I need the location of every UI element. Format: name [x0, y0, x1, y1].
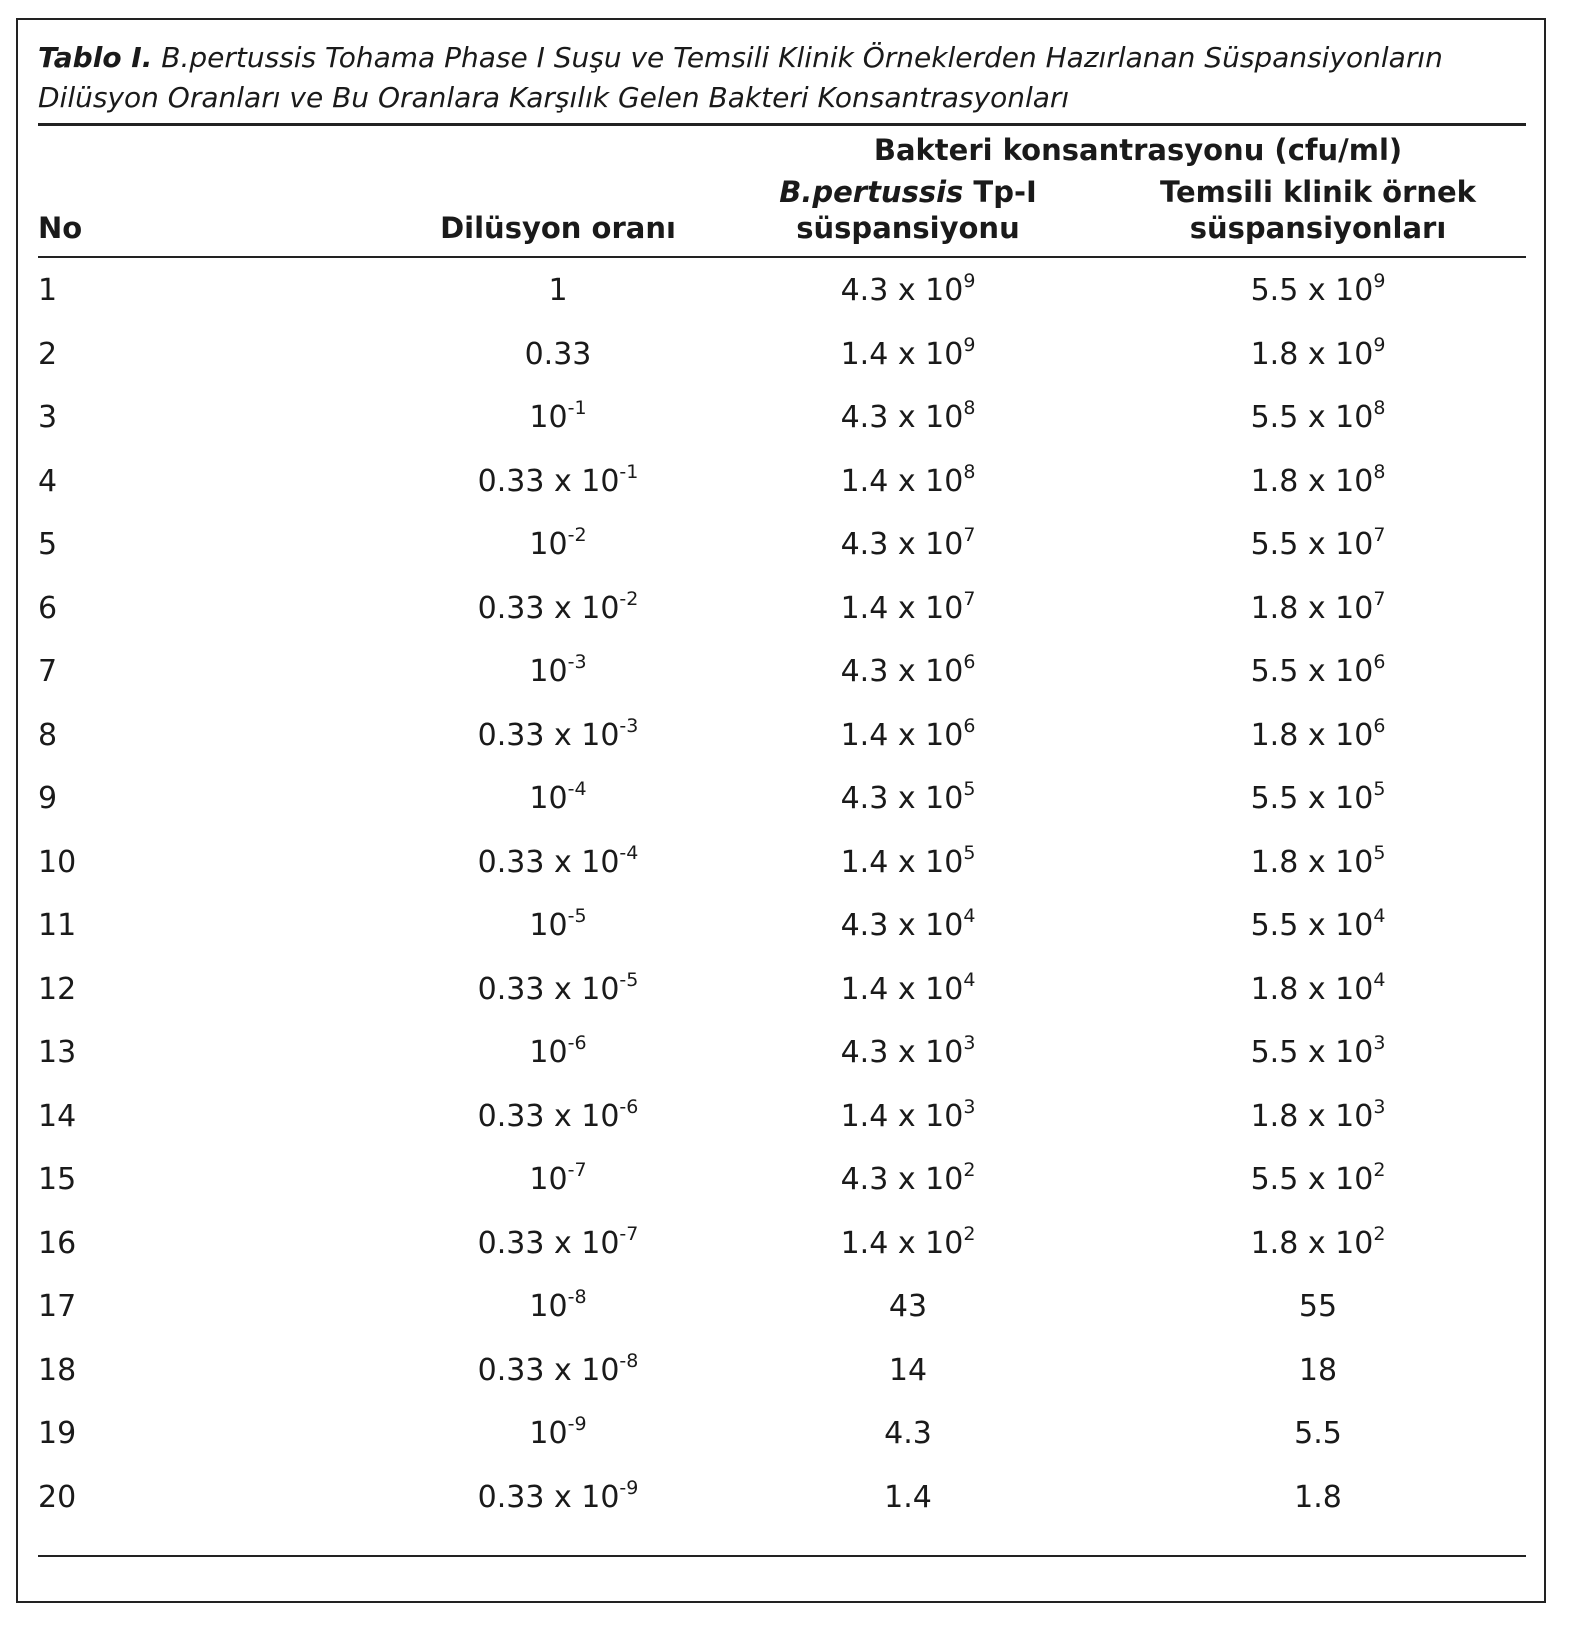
cell-clinical-exponent: 3: [1373, 1032, 1386, 1054]
table-row: [18, 260, 1570, 324]
cell-no: [38, 1036, 76, 1070]
cell-no: [38, 846, 76, 880]
cell-no-value: 3: [38, 400, 58, 435]
cell-no: [38, 465, 57, 499]
cell-dilution-value: 0.33 x 10: [477, 1098, 620, 1134]
cell-bpertussis-value: 4.3 x 10: [840, 1162, 964, 1197]
cell-clinical-value: 5.5: [1294, 1416, 1342, 1451]
cell-clinical-exponent: 3: [1373, 1095, 1386, 1118]
cell-bpertussis-value: 1.4 x 10: [840, 1225, 964, 1261]
cell-dilution-value: 0.33: [524, 336, 592, 372]
cell-no-value: 20: [38, 1479, 77, 1515]
cell-no-value: 13: [38, 1035, 77, 1070]
cell-clinical-value: 1.8 x 10: [1250, 717, 1374, 753]
table-row: [18, 1403, 1570, 1467]
cell-no: [38, 592, 57, 626]
cell-no-value: 11: [38, 908, 77, 943]
bottom-rule: [38, 1555, 1526, 1557]
cell-clinical: [1168, 1222, 1468, 1261]
cell-clinical: [1168, 714, 1468, 753]
cell-dilution-value: 10: [529, 781, 568, 816]
cell-no-value: 19: [38, 1416, 77, 1451]
cell-bpertussis-value: 1.4 x 10: [840, 463, 964, 499]
cell-dilution: [408, 905, 708, 943]
cell-dilution-value: 10: [529, 1035, 568, 1070]
cell-bpertussis: [758, 1222, 1058, 1261]
cell-clinical-exponent: 7: [1373, 587, 1386, 610]
cell-dilution-exponent: -2: [619, 587, 639, 610]
cell-bpertussis-exponent: 9: [963, 333, 976, 356]
cell-clinical-exponent: 6: [1373, 651, 1386, 673]
cell-dilution-value: 10: [529, 1162, 568, 1197]
cell-bpertussis-value: 1.4 x 10: [840, 717, 964, 753]
cell-dilution-value: 10: [529, 908, 568, 943]
cell-clinical-value: 1.8 x 10: [1250, 971, 1374, 1007]
table-row: [18, 705, 1570, 769]
cell-dilution-exponent: -1: [567, 397, 587, 419]
table-row: [18, 959, 1570, 1023]
cell-clinical-value: 5.5 x 10: [1250, 654, 1374, 689]
cell-no: [38, 1100, 76, 1134]
cell-clinical: [1168, 397, 1468, 435]
cell-no-value: 7: [38, 654, 58, 689]
cell-dilution-value: 10: [529, 654, 568, 689]
cell-bpertussis: [758, 333, 1058, 372]
cell-no-value: 12: [38, 971, 77, 1007]
cell-bpertussis-exponent: 8: [963, 460, 976, 483]
cell-dilution-exponent: -9: [567, 1413, 587, 1435]
cell-bpertussis: [758, 587, 1058, 626]
cell-clinical: [1168, 968, 1468, 1007]
cell-no-value: 10: [38, 844, 77, 880]
cell-bpertussis: [758, 1481, 1058, 1515]
cell-bpertussis-value: 1.4 x 10: [840, 844, 964, 880]
cell-no: [38, 338, 57, 372]
cell-clinical-exponent: 4: [1373, 968, 1386, 991]
cell-no-value: 4: [38, 463, 58, 499]
cell-bpertussis: [758, 1417, 1058, 1451]
cell-bpertussis-value: 4.3 x 10: [840, 400, 964, 435]
table-body: [18, 260, 1570, 1530]
header-bp-rest: Tp-I: [963, 175, 1037, 209]
cell-dilution-exponent: -5: [567, 905, 587, 927]
table-row: [18, 451, 1570, 515]
header-dilution: Dilüsyon oranı: [440, 211, 676, 245]
cell-dilution-exponent: -7: [619, 1222, 639, 1245]
top-rule: [38, 123, 1526, 126]
cell-clinical: [1168, 841, 1468, 880]
cell-clinical-value: 5.5 x 10: [1250, 781, 1374, 816]
cell-clinical-exponent: 9: [1373, 333, 1386, 356]
table-row: [18, 387, 1570, 451]
cell-dilution-value: 0.33 x 10: [477, 590, 620, 626]
cell-clinical: [1168, 651, 1468, 689]
cell-bpertussis: [758, 460, 1058, 499]
cell-dilution-value: 0.33 x 10: [477, 717, 620, 753]
cell-bpertussis-value: 4.3 x 10: [840, 1035, 964, 1070]
cell-dilution-value: 10: [529, 527, 568, 562]
cell-dilution-value: 0.33 x 10: [477, 1352, 620, 1388]
table-row: [18, 895, 1570, 959]
table-row: [18, 832, 1570, 896]
cell-dilution-exponent: -3: [619, 714, 639, 737]
cell-dilution-value: 10: [529, 1416, 568, 1451]
cell-no: [38, 1227, 76, 1261]
cell-bpertussis-exponent: 5: [963, 841, 976, 864]
cell-clinical-value: 1.8 x 10: [1250, 1225, 1374, 1261]
caption-text: B.pertussis Tohama Phase I Suşu ve Temsili Klinik Örneklerden Hazırlanan Süspansiyonların Dilüsyon Oranları ve Bu Oranlara Karşılık Gelen Bakteri Konsantrasyonları: [38, 41, 1443, 114]
cell-dilution-value: 10: [529, 1289, 568, 1324]
cell-clinical-exponent: 8: [1373, 460, 1386, 483]
cell-dilution: [408, 1032, 708, 1070]
cell-clinical: [1168, 905, 1468, 943]
cell-no-value: 2: [38, 336, 58, 372]
cell-bpertussis-exponent: 4: [963, 905, 976, 927]
cell-dilution: [408, 1349, 708, 1388]
cell-bpertussis-value: 4.3 x 10: [840, 908, 964, 943]
cell-dilution-exponent: -3: [567, 651, 587, 673]
cell-bpertussis-value: 1.4: [884, 1479, 932, 1515]
cell-clinical: [1168, 270, 1468, 308]
cell-clinical: [1168, 333, 1468, 372]
cell-bpertussis-value: 1.4 x 10: [840, 1098, 964, 1134]
table-frame: [16, 18, 1546, 1603]
cell-no-value: 15: [38, 1162, 77, 1197]
cell-dilution: [408, 841, 708, 880]
cell-dilution: [408, 778, 708, 816]
cell-no: [38, 655, 57, 689]
cell-no: [38, 1354, 76, 1388]
cell-dilution-value: 1: [548, 273, 568, 308]
cell-clinical: [1168, 1159, 1468, 1197]
cell-clinical-exponent: 2: [1373, 1222, 1386, 1245]
cell-dilution-exponent: -5: [619, 968, 639, 991]
cell-bpertussis-value: 14: [888, 1352, 928, 1388]
cell-dilution: [408, 651, 708, 689]
cell-clinical-value: 1.8 x 10: [1250, 463, 1374, 499]
header-clinical: [1108, 174, 1528, 246]
cell-dilution: [408, 460, 708, 499]
header-tk-line1: Temsili klinik örnek: [1160, 175, 1476, 209]
cell-clinical-value: 1.8 x 10: [1250, 1098, 1374, 1134]
cell-dilution-value: 0.33 x 10: [477, 1479, 620, 1515]
header-bp-italic: B.pertussis: [779, 175, 964, 209]
header-bp-line2: süspansiyonu: [796, 211, 1020, 245]
cell-clinical-exponent: 9: [1373, 270, 1386, 292]
cell-dilution: [408, 968, 708, 1007]
cell-bpertussis: [758, 1032, 1058, 1070]
cell-clinical-value: 1.8 x 10: [1250, 844, 1374, 880]
cell-dilution-value: 0.33 x 10: [477, 1225, 620, 1261]
cell-dilution: [408, 397, 708, 435]
cell-bpertussis: [758, 1159, 1058, 1197]
cell-dilution-exponent: -8: [567, 1286, 587, 1308]
cell-bpertussis: [758, 714, 1058, 753]
cell-dilution: [408, 1159, 708, 1197]
cell-clinical: [1168, 587, 1468, 626]
table-row: [18, 578, 1570, 642]
header-tk-line2: süspansiyonları: [1189, 211, 1447, 245]
cell-dilution-exponent: -4: [619, 841, 639, 864]
cell-clinical-value: 5.5 x 10: [1250, 273, 1374, 308]
cell-bpertussis: [758, 841, 1058, 880]
cell-bpertussis-exponent: 8: [963, 397, 976, 419]
cell-clinical: [1168, 524, 1468, 562]
table-row: [18, 1022, 1570, 1086]
cell-no-value: 14: [38, 1098, 77, 1134]
cell-dilution-value: 10: [529, 400, 568, 435]
cell-clinical-exponent: 2: [1373, 1159, 1386, 1181]
cell-clinical-value: 5.5 x 10: [1250, 400, 1374, 435]
cell-clinical: [1168, 1481, 1468, 1515]
cell-dilution: [408, 274, 708, 308]
cell-dilution-exponent: -6: [619, 1095, 639, 1118]
table-row: [18, 768, 1570, 832]
cell-dilution: [408, 524, 708, 562]
cell-clinical: [1168, 1095, 1468, 1134]
cell-clinical-value: 1.8 x 10: [1250, 336, 1374, 372]
table-row: [18, 514, 1570, 578]
cell-no: [38, 909, 76, 943]
header-bpertussis: [758, 174, 1058, 246]
cell-clinical-exponent: 4: [1373, 905, 1386, 927]
cell-no-value: 5: [38, 527, 58, 562]
cell-no-value: 6: [38, 590, 58, 626]
table-row: [18, 1086, 1570, 1150]
cell-bpertussis: [758, 524, 1058, 562]
cell-bpertussis: [758, 1354, 1058, 1388]
cell-bpertussis-value: 1.4 x 10: [840, 971, 964, 1007]
cell-no-value: 8: [38, 717, 58, 753]
cell-no: [38, 782, 57, 816]
cell-clinical-value: 18: [1298, 1352, 1338, 1388]
cell-bpertussis-value: 4.3 x 10: [840, 527, 964, 562]
table-row: [18, 324, 1570, 388]
cell-bpertussis: [758, 651, 1058, 689]
cell-dilution-exponent: -8: [619, 1349, 639, 1372]
table-row: [18, 1276, 1570, 1340]
cell-bpertussis: [758, 778, 1058, 816]
cell-dilution-exponent: -4: [567, 778, 587, 800]
cell-bpertussis: [758, 905, 1058, 943]
cell-dilution: [408, 714, 708, 753]
cell-bpertussis: [758, 1095, 1058, 1134]
cell-bpertussis-value: 4.3 x 10: [840, 781, 964, 816]
cell-dilution: [408, 1286, 708, 1324]
cell-dilution: [408, 1476, 708, 1515]
cell-clinical-exponent: 5: [1373, 778, 1386, 800]
cell-no: [38, 1290, 76, 1324]
cell-clinical-value: 5.5 x 10: [1250, 527, 1374, 562]
cell-dilution-value: 0.33 x 10: [477, 844, 620, 880]
cell-no: [38, 401, 57, 435]
cell-bpertussis-value: 4.3: [884, 1416, 932, 1451]
cell-bpertussis: [758, 270, 1058, 308]
cell-clinical: [1168, 1032, 1468, 1070]
cell-clinical-value: 5.5 x 10: [1250, 1035, 1374, 1070]
cell-dilution-exponent: -6: [567, 1032, 587, 1054]
cell-clinical: [1168, 1417, 1468, 1451]
cell-clinical: [1168, 778, 1468, 816]
cell-bpertussis-exponent: 7: [963, 587, 976, 610]
cell-dilution-exponent: -2: [567, 524, 587, 546]
cell-bpertussis: [758, 397, 1058, 435]
cell-no-value: 18: [38, 1352, 77, 1388]
cell-clinical-value: 1.8: [1294, 1479, 1342, 1515]
table-caption: [38, 38, 1508, 118]
cell-clinical-value: 55: [1298, 1289, 1338, 1324]
cell-bpertussis-value: 4.3 x 10: [840, 273, 964, 308]
cell-dilution-value: 0.33 x 10: [477, 971, 620, 1007]
cell-no: [38, 1417, 76, 1451]
cell-bpertussis-exponent: 6: [963, 714, 976, 737]
cell-clinical: [1168, 1354, 1468, 1388]
cell-bpertussis-exponent: 4: [963, 968, 976, 991]
table-row: [18, 641, 1570, 705]
cell-no-value: 17: [38, 1289, 77, 1324]
cell-bpertussis-exponent: 3: [963, 1095, 976, 1118]
cell-no-value: 1: [38, 273, 58, 308]
cell-bpertussis-exponent: 6: [963, 651, 976, 673]
cell-dilution: [408, 587, 708, 626]
cell-bpertussis-exponent: 9: [963, 270, 976, 292]
cell-dilution: [408, 1095, 708, 1134]
cell-clinical-value: 1.8 x 10: [1250, 590, 1374, 626]
header-rule: [38, 256, 1526, 258]
cell-bpertussis-exponent: 2: [963, 1222, 976, 1245]
cell-bpertussis: [758, 968, 1058, 1007]
table-row: [18, 1340, 1570, 1404]
cell-dilution-exponent: -7: [567, 1159, 587, 1181]
cell-no: [38, 528, 57, 562]
cell-dilution: [408, 1222, 708, 1261]
cell-no: [38, 1163, 76, 1197]
cell-dilution: [408, 338, 708, 372]
cell-bpertussis-value: 1.4 x 10: [840, 336, 964, 372]
cell-dilution: [408, 1413, 708, 1451]
header-group-concentration: Bakteri konsantrasyonu (cfu/ml): [873, 133, 1403, 167]
cell-dilution-value: 0.33 x 10: [477, 463, 620, 499]
cell-bpertussis-value: 1.4 x 10: [840, 590, 964, 626]
table-row: [18, 1467, 1570, 1531]
cell-clinical-exponent: 6: [1373, 714, 1386, 737]
cell-dilution-exponent: -9: [619, 1476, 639, 1499]
table-row: [18, 1213, 1570, 1277]
cell-no-value: 9: [38, 781, 58, 816]
cell-bpertussis-exponent: 2: [963, 1159, 976, 1181]
cell-bpertussis: [758, 1290, 1058, 1324]
cell-bpertussis-value: 43: [888, 1289, 928, 1324]
cell-no: [38, 719, 57, 753]
cell-no-value: 16: [38, 1225, 77, 1261]
cell-clinical: [1168, 1290, 1468, 1324]
cell-no: [38, 973, 76, 1007]
cell-clinical: [1168, 460, 1468, 499]
table-row: [18, 1149, 1570, 1213]
header-no: No: [38, 211, 83, 245]
cell-clinical-exponent: 7: [1373, 524, 1386, 546]
cell-bpertussis-exponent: 3: [963, 1032, 976, 1054]
cell-clinical-exponent: 5: [1373, 841, 1386, 864]
cell-no: [38, 274, 57, 308]
cell-bpertussis-value: 4.3 x 10: [840, 654, 964, 689]
cell-clinical-value: 5.5 x 10: [1250, 1162, 1374, 1197]
cell-no: [38, 1481, 76, 1515]
cell-dilution-exponent: -1: [619, 460, 639, 483]
cell-clinical-value: 5.5 x 10: [1250, 908, 1374, 943]
cell-bpertussis-exponent: 5: [963, 778, 976, 800]
cell-clinical-exponent: 8: [1373, 397, 1386, 419]
caption-lead: Tablo I.: [38, 41, 153, 74]
cell-bpertussis-exponent: 7: [963, 524, 976, 546]
